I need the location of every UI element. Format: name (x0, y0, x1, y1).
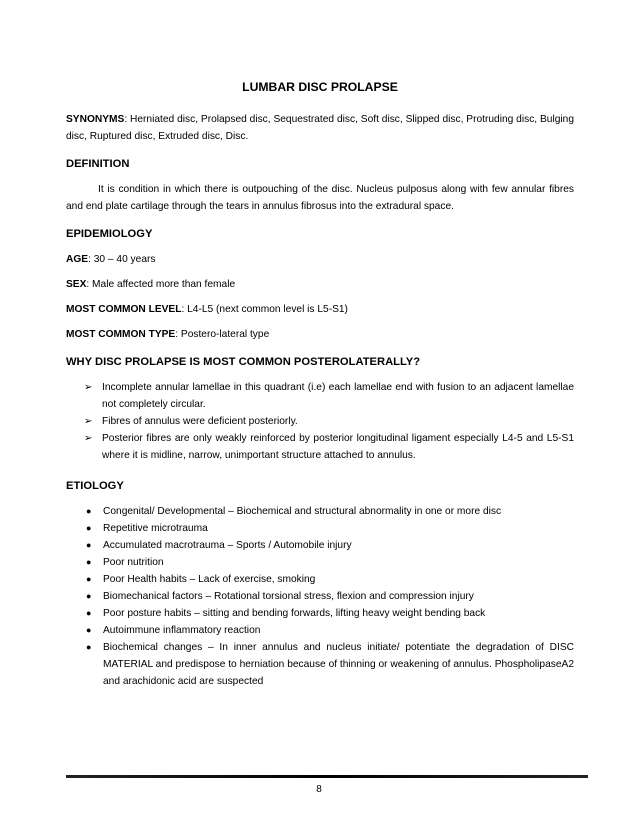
dot-bullet-icon: ● (86, 506, 92, 516)
list-item-text: Congenital/ Developmental – Biochemical and structural abnormality in one or more disc (103, 506, 502, 517)
dot-bullet-icon: ● (86, 557, 92, 567)
list-item-text: Poor Health habits – Lack of exercise, smoking (103, 574, 316, 585)
list-item (66, 537, 574, 554)
level-label: MOST COMMON LEVEL (66, 304, 182, 315)
synonyms-text: : Herniated disc, Prolapsed disc, Sequestrated disc, Soft disc, Slipped disc, Protruding disc, Bulging disc, Ruptured disc, Extruded disc, Disc. (66, 114, 574, 142)
synonyms-paragraph (66, 111, 574, 145)
etiology-heading: ETIOLOGY (66, 480, 124, 492)
page-title: LUMBAR DISC PROLAPSE (242, 80, 398, 94)
list-item-text: Accumulated macrotrauma – Sports / Automobile injury (103, 540, 352, 551)
dot-bullet-icon: ● (86, 591, 92, 601)
list-item (66, 571, 574, 588)
arrow-bullet-icon: ➢ (84, 382, 93, 393)
why-heading: WHY DISC PROLAPSE IS MOST COMMON POSTEROLATERALLY? (66, 356, 421, 368)
sex-label: SEX (66, 279, 87, 290)
age-label: AGE (66, 254, 89, 265)
list-item (66, 554, 574, 571)
etiology-list (66, 503, 574, 690)
list-item-text: Poor nutrition (103, 557, 164, 568)
list-item-text: Incomplete annular lamellae in this quadrant (i.e) each lamellae end with fusion to an adjacent lamellae not completely circular. (102, 382, 574, 410)
list-item (66, 622, 574, 639)
list-item (66, 639, 574, 690)
type-value: : Postero-lateral type (175, 329, 270, 340)
list-item-text: Biochemical changes – In inner annulus and nucleus initiate/ potentiate the degradation of DISC MATERIAL and predispose to herniation because of thinning or weakening of annulus. PhospholipaseA2 and arachidonic acid are suspected (103, 642, 574, 687)
definition-text: It is condition in which there is outpouching of the disc. Nucleus pulposus along with few annular fibres and end plate cartilage through the tears in annulus fibrosus into the extradural space. (66, 184, 574, 212)
age-line (66, 251, 574, 268)
why-list (66, 379, 574, 464)
dot-bullet-icon: ● (86, 574, 92, 584)
dot-bullet-icon: ● (86, 625, 92, 635)
age-value: : 30 – 40 years (88, 254, 156, 265)
epidemiology-heading: EPIDEMIOLOGY (66, 228, 153, 240)
level-value: : L4-L5 (next common level is L5-S1) (181, 304, 348, 315)
type-line (66, 326, 574, 343)
footer-divider (66, 775, 588, 778)
sex-line (66, 276, 574, 293)
arrow-bullet-icon: ➢ (84, 433, 93, 444)
synonyms-label: SYNONYMS (66, 114, 125, 125)
dot-bullet-icon: ● (86, 642, 92, 652)
list-item-text: Posterior fibres are only weakly reinforced by posterior longitudinal ligament especially L4-5 and L5-S1 where it is midline, narrow, unimportant structure attached to annulus. (102, 433, 574, 461)
list-item (66, 588, 574, 605)
page-number: 8 (316, 784, 322, 795)
list-item-text: Repetitive microtrauma (103, 523, 208, 534)
arrow-bullet-icon: ➢ (84, 416, 93, 427)
list-item-text: Poor posture habits – sitting and bending forwards, lifting heavy weight bending back (103, 608, 486, 619)
list-item (66, 430, 574, 464)
list-item (66, 520, 574, 537)
definition-heading: DEFINITION (66, 158, 130, 170)
page-content (66, 79, 574, 690)
list-item (66, 503, 574, 520)
list-item (66, 379, 574, 413)
type-label: MOST COMMON TYPE (66, 329, 176, 340)
dot-bullet-icon: ● (86, 523, 92, 533)
level-line (66, 301, 574, 318)
list-item (66, 605, 574, 622)
sex-value: : Male affected more than female (86, 279, 236, 290)
dot-bullet-icon: ● (86, 608, 92, 618)
list-item-text: Biomechanical factors – Rotational torsional stress, flexion and compression injury (103, 591, 474, 602)
dot-bullet-icon: ● (86, 540, 92, 550)
list-item (66, 413, 574, 430)
list-item-text: Fibres of annulus were deficient posteriorly. (102, 416, 298, 427)
list-item-text: Autoimmune inflammatory reaction (103, 625, 261, 636)
